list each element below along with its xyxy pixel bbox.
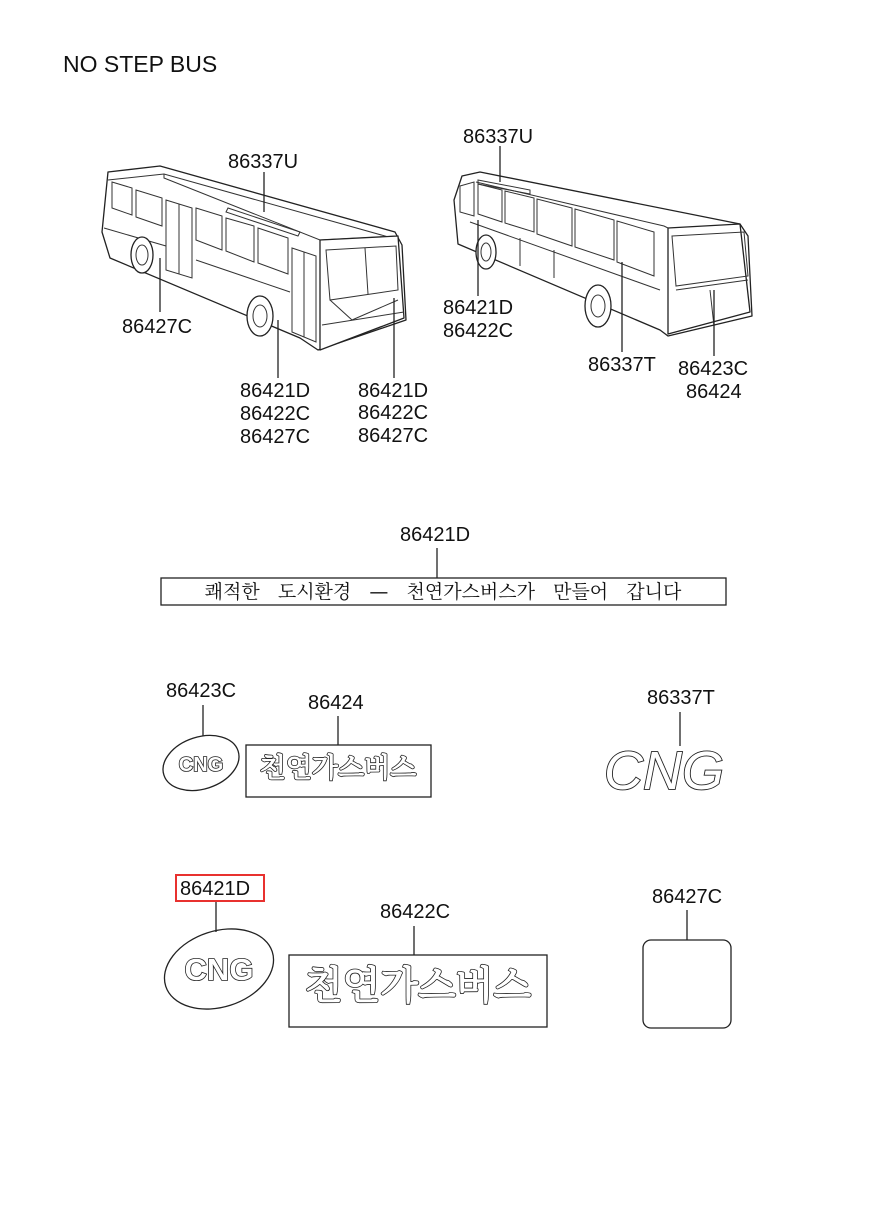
bus-left-label-front-3: 86427C [358, 425, 429, 447]
bus-left-label-86337U: 86337U [228, 151, 299, 173]
bus-right-label-86337U: 86337U [463, 126, 534, 148]
bus-left-label-middle-2: 86422C [240, 403, 311, 425]
part-small-cng-oval [156, 680, 246, 800]
part-large-korean-plate [289, 901, 547, 1027]
bus-right-label-side-2: 86422C [443, 320, 514, 342]
italic-cng-text: CNG [604, 741, 724, 801]
bus-right-label-side-1: 86421D [443, 297, 514, 319]
italic-cng-code: 86337T [647, 687, 715, 709]
bus-right-label-86337T: 86337T [588, 354, 656, 376]
part-small-korean-plate [246, 692, 431, 797]
bus-left-label-middle-3: 86427C [240, 426, 311, 448]
small-cng-oval-code: 86423C [166, 680, 237, 702]
bus-right-label-rear-1: 86423C [678, 358, 749, 380]
part-italic-cng [604, 687, 724, 801]
large-korean-plate-code: 86422C [380, 901, 451, 923]
part-banner [161, 524, 726, 605]
bus-left-label-front-2: 86422C [358, 402, 429, 424]
bus-left-label-front-1: 86421D [358, 380, 429, 402]
small-korean-plate-text: 천연가스버스 [259, 753, 417, 784]
blank-plate-code: 86427C [652, 886, 723, 908]
small-korean-plate-code: 86424 [308, 692, 364, 714]
part-blank-plate [643, 886, 731, 1028]
banner-text: 쾌적한 도시환경 — 천연가스버스가 만들어 갑니다 [204, 581, 682, 603]
banner-code: 86421D [400, 524, 471, 546]
small-cng-oval-text: CNG [178, 754, 224, 776]
large-cng-oval-text: CNG [184, 952, 254, 987]
bus-left-label-86427C: 86427C [122, 316, 193, 338]
part-large-cng-oval [154, 875, 284, 1022]
diagram-title: NO STEP BUS [63, 51, 218, 77]
large-cng-oval-code: 86421D [180, 878, 251, 900]
bus-right-label-rear-2: 86424 [686, 381, 742, 403]
bus-left-label-middle-1: 86421D [240, 380, 311, 402]
large-korean-plate-text: 천연가스버스 [304, 964, 532, 1009]
